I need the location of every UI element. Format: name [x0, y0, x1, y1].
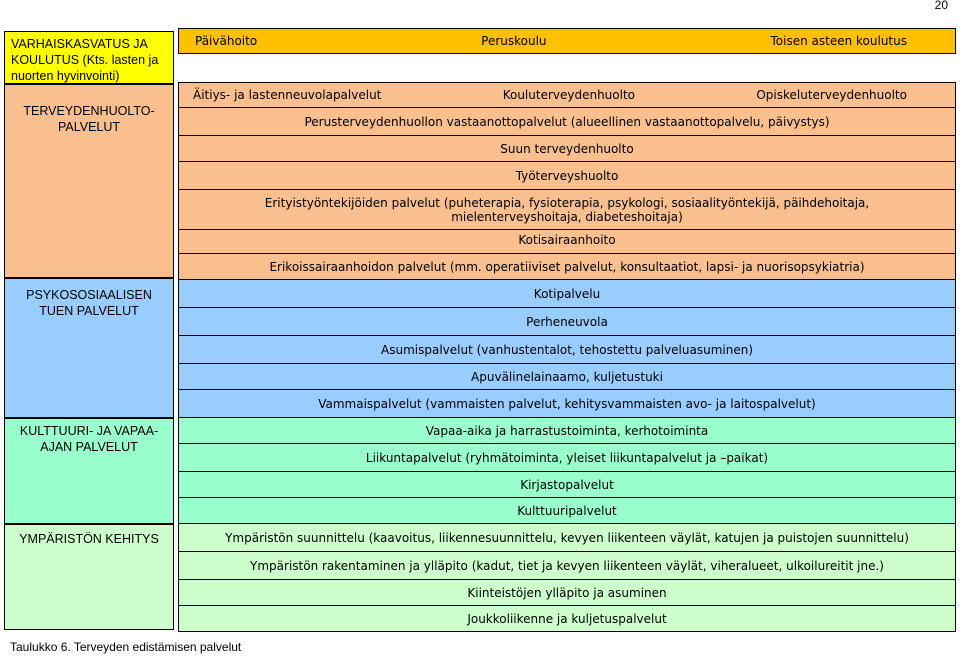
category-label: VARHAISKASVATUS JA KOULUTUS (Kts. lasten ja nuorten hyvinvointi): [11, 37, 159, 83]
health-row: [178, 108, 956, 136]
culture-row: [178, 444, 956, 472]
page-number: 20: [934, 0, 948, 12]
row-text: Ympäristön suunnittelu (kaavoitus, liikennesuunnittelu, kevyen liikenteen väylät, katujen ja puistojen suunnittelu): [225, 530, 909, 545]
education-row: [178, 28, 956, 54]
row-text: Apuvälinelainaamo, kuljetustuki: [471, 369, 663, 384]
row-text: Kulttuuripalvelut: [517, 503, 617, 518]
category-education: [4, 31, 174, 84]
row-text: Perheneuvola: [526, 314, 608, 329]
row-text: Kotipalvelu: [533, 286, 601, 301]
environment-row: [178, 606, 956, 632]
health-row: [178, 162, 956, 190]
environment-row: [178, 580, 956, 606]
education-daycare: Päivähoito: [195, 34, 258, 48]
psycho-row: [178, 280, 956, 308]
environment-row: [178, 524, 956, 552]
category-psychosocial: [4, 278, 174, 418]
category-label: PSYKOSOSIAALISEN TUEN PALVELUT: [26, 288, 152, 318]
row-text: Suun terveydenhuolto: [500, 141, 634, 156]
health-row: [178, 190, 956, 230]
culture-row: [178, 472, 956, 498]
row-text: Vammaispalvelut (vammaisten palvelut, kehitysvammaisten avo- ja laitospalvelut): [318, 396, 816, 411]
row-text: Liikuntapalvelut (ryhmätoiminta, yleiset liikuntapalvelut ja –paikat): [365, 450, 769, 465]
row-text: Asumispalvelut (vanhustentalot, tehostettu palveluasuminen): [381, 342, 753, 357]
environment-row: [178, 552, 956, 580]
row-text: Ympäristön rakentaminen ja ylläpito (kadut, tiet ja kevyen liikenteen väylät, viheralueet, ulkoilureitit jne.): [250, 558, 884, 573]
category-label: TERVEYDENHUOLTO-PALVELUT: [23, 104, 155, 134]
row-text: Joukkoliikenne ja kuljetuspalvelut: [467, 611, 667, 626]
category-label: YMPÄRISTÖN KEHITYS: [19, 532, 159, 546]
education-secondary: Toisen asteen koulutus: [770, 34, 907, 48]
education-basic-school: Peruskoulu: [481, 34, 547, 48]
psycho-row: [178, 308, 956, 336]
health-maternity: Äitiys- ja lastenneuvolapalvelut: [193, 88, 382, 102]
culture-row: [178, 418, 956, 444]
psycho-row: [178, 336, 956, 364]
row-text: Kirjastopalvelut: [520, 477, 614, 492]
row-text: Kotisairaanhoito: [518, 233, 616, 247]
category-health: [4, 84, 174, 278]
culture-row: [178, 498, 956, 524]
row-text: Perusterveydenhuollon vastaanottopalvelut (alueellinen vastaanottopalvelu, päivystys): [304, 114, 830, 129]
health-school: Kouluterveydenhuolto: [502, 88, 636, 102]
psycho-row: [178, 364, 956, 390]
health-student: Opiskeluterveydenhuolto: [756, 88, 907, 102]
row-text: Erityistyöntekijöiden palvelut (puheterapia, fysioterapia, psykologi, sosiaalityöntekijä, päihdehoitaja, mielenterveyshoitaja, diabeteshoitaja): [264, 195, 870, 224]
health-row: [178, 254, 956, 280]
gap-row: [178, 54, 956, 82]
table-caption: Taulukko 6. Terveyden edistämisen palvelut: [10, 640, 242, 654]
row-text: Erikoissairaanhoidon palvelut (mm. operatiiviset palvelut, konsultaatiot, lapsi- ja nuorisopsykiatria): [269, 259, 865, 274]
row-text: Työterveyshuolto: [515, 168, 619, 183]
row-text: Kiinteistöjen ylläpito ja asuminen: [467, 585, 667, 600]
psycho-row: [178, 390, 956, 418]
health-row: [178, 230, 956, 254]
category-label: KULTTUURI- JA VAPAA-AJAN PALVELUT: [19, 424, 159, 454]
category-environment: [4, 524, 174, 630]
row-text: Vapaa-aika ja harrastustoiminta, kerhotoiminta: [425, 423, 709, 438]
category-culture: [4, 418, 174, 524]
health-row-clinics: [178, 82, 956, 108]
health-row: [178, 136, 956, 162]
